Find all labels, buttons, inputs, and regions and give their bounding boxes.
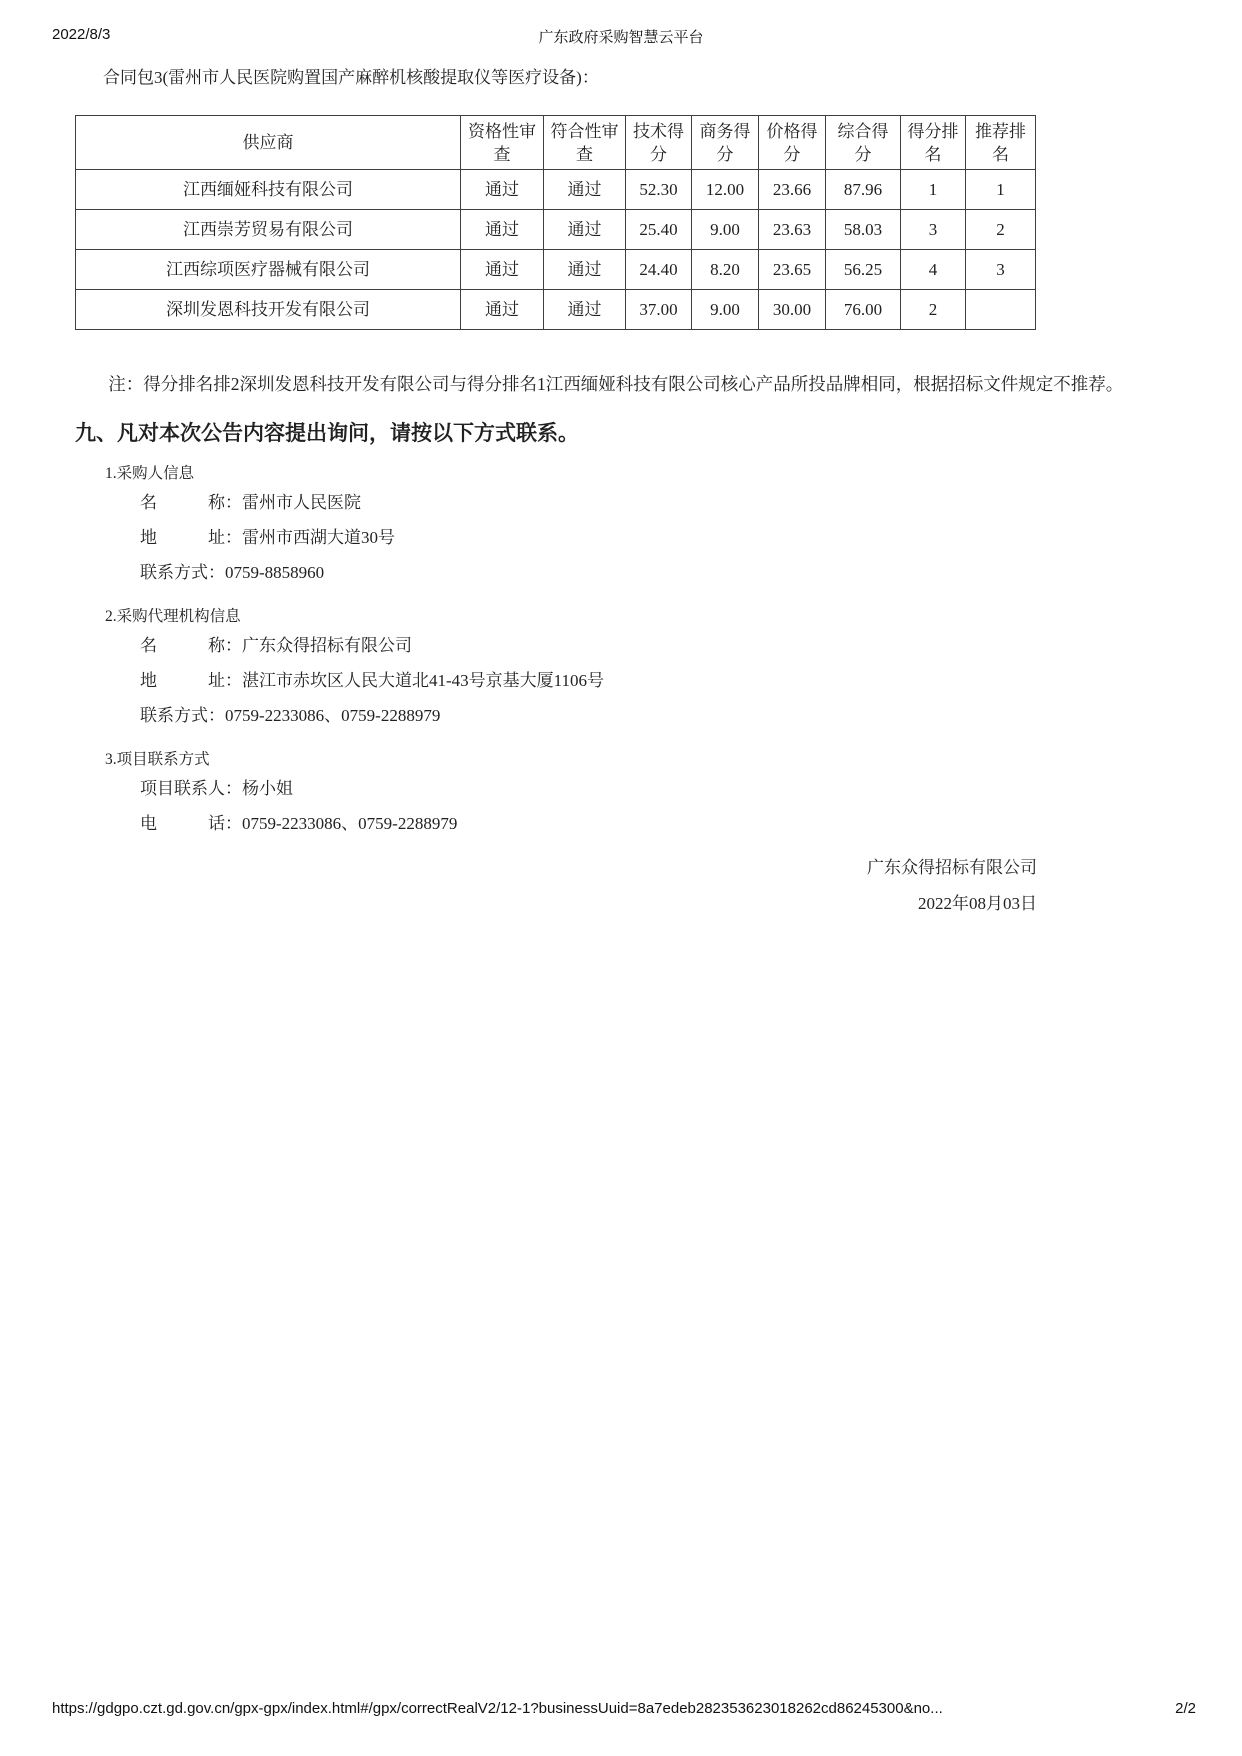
footer-page-indicator: 2/2 — [1175, 1700, 1196, 1717]
cell-supplier: 江西崇芳贸易有限公司 — [76, 210, 461, 250]
cell-technical-score: 37.00 — [626, 290, 692, 330]
cell-composite-score: 76.00 — [826, 290, 901, 330]
group-heading: 1.采购人信息 — [105, 465, 195, 482]
cell-qualification: 通过 — [461, 210, 544, 250]
cell-supplier: 江西综项医疗器械有限公司 — [76, 250, 461, 290]
purchaser-address-line: 地 址：雷州市西湖大道30号 — [140, 528, 395, 547]
cell-supplier: 江西缅娅科技有限公司 — [76, 170, 461, 210]
group-heading: 3.项目联系方式 — [105, 751, 210, 768]
print-date: 2022/8/3 — [52, 26, 111, 43]
contact-group-agency — [75, 606, 1165, 733]
cell-score-rank: 4 — [901, 250, 966, 290]
cell-price-score: 30.00 — [759, 290, 826, 330]
col-header-composite-score: 综合得分 — [826, 116, 901, 170]
cell-recommend-rank: 2 — [966, 210, 1036, 250]
cell-recommend-rank: 1 — [966, 170, 1036, 210]
col-header-score-rank: 得分排名 — [901, 116, 966, 170]
project-phone-line: 电 话：0759-2233086、0759-2288979 — [140, 814, 458, 833]
col-header-business-score: 商务得分 — [692, 116, 759, 170]
cell-price-score: 23.63 — [759, 210, 826, 250]
purchaser-phone-line: 联系方式：0759-8858960 — [140, 563, 325, 582]
signature-block — [75, 850, 1037, 922]
cell-conformity: 通过 — [544, 290, 626, 330]
cell-recommend-rank: 3 — [966, 250, 1036, 290]
cell-score-rank: 2 — [901, 290, 966, 330]
cell-recommend-rank — [966, 290, 1036, 330]
col-header-qualification-review: 资格性审查 — [461, 116, 544, 170]
signature-company: 广东众得招标有限公司 — [867, 858, 1037, 877]
table-header-row — [76, 116, 1036, 170]
cell-qualification: 通过 — [461, 290, 544, 330]
agency-phone-line: 联系方式：0759-2233086、0759-2288979 — [140, 706, 441, 725]
cell-composite-score: 58.03 — [826, 210, 901, 250]
col-header-price-score: 价格得分 — [759, 116, 826, 170]
table-row — [76, 210, 1036, 250]
cell-score-rank: 3 — [901, 210, 966, 250]
supplier-score-table — [75, 115, 1036, 330]
contact-group-purchaser — [75, 463, 1165, 590]
col-header-recommend-rank: 推荐排名 — [966, 116, 1036, 170]
table-row — [76, 290, 1036, 330]
table-row — [76, 250, 1036, 290]
col-header-supplier: 供应商 — [76, 116, 461, 170]
col-header-conformity-review: 符合性审查 — [544, 116, 626, 170]
agency-name-line: 名 称：广东众得招标有限公司 — [140, 636, 412, 655]
cell-qualification: 通过 — [461, 170, 544, 210]
col-header-technical-score: 技术得分 — [626, 116, 692, 170]
cell-price-score: 23.65 — [759, 250, 826, 290]
cell-composite-score: 87.96 — [826, 170, 901, 210]
cell-technical-score: 52.30 — [626, 170, 692, 210]
print-header — [52, 26, 1190, 48]
cell-score-rank: 1 — [901, 170, 966, 210]
cell-conformity: 通过 — [544, 210, 626, 250]
site-title: 广东政府采购智慧云平台 — [538, 29, 704, 46]
cell-qualification: 通过 — [461, 250, 544, 290]
signature-date: 2022年08月03日 — [918, 894, 1037, 913]
table-row — [76, 170, 1036, 210]
cell-conformity: 通过 — [544, 170, 626, 210]
print-footer — [52, 1700, 1196, 1717]
cell-conformity: 通过 — [544, 250, 626, 290]
group-heading: 2.采购代理机构信息 — [105, 608, 241, 625]
purchaser-name-line: 名 称：雷州市人民医院 — [140, 493, 361, 512]
agency-address-line: 地 址：湛江市赤坎区人民大道北41-43号京基大厦1106号 — [140, 671, 605, 690]
note-paragraph: 注：得分排名排2深圳发恩科技开发有限公司与得分排名1江西缅娅科技有限公司核心产品所投品牌相同，根据招标文件规定不推荐。 — [108, 374, 1124, 394]
cell-business-score: 12.00 — [692, 170, 759, 210]
project-contact-line: 项目联系人：杨小姐 — [140, 779, 293, 798]
document-body — [75, 66, 1165, 922]
contact-group-project — [75, 749, 1165, 841]
contract-package-line: 合同包3(雷州市人民医院购置国产麻醉机核酸提取仪等医疗设备)： — [103, 68, 599, 87]
cell-price-score: 23.66 — [759, 170, 826, 210]
cell-supplier: 深圳发恩科技开发有限公司 — [76, 290, 461, 330]
cell-technical-score: 24.40 — [626, 250, 692, 290]
cell-composite-score: 56.25 — [826, 250, 901, 290]
footer-url: https://gdgpo.czt.gd.gov.cn/gpx-gpx/index.html#/gpx/correctRealV2/12-1?businessUuid=8a7edeb282353623018262cd86245300&no... — [52, 1700, 943, 1717]
cell-technical-score: 25.40 — [626, 210, 692, 250]
section-nine-heading: 九、凡对本次公告内容提出询问，请按以下方式联系。 — [75, 421, 579, 445]
cell-business-score: 8.20 — [692, 250, 759, 290]
cell-business-score: 9.00 — [692, 290, 759, 330]
cell-business-score: 9.00 — [692, 210, 759, 250]
